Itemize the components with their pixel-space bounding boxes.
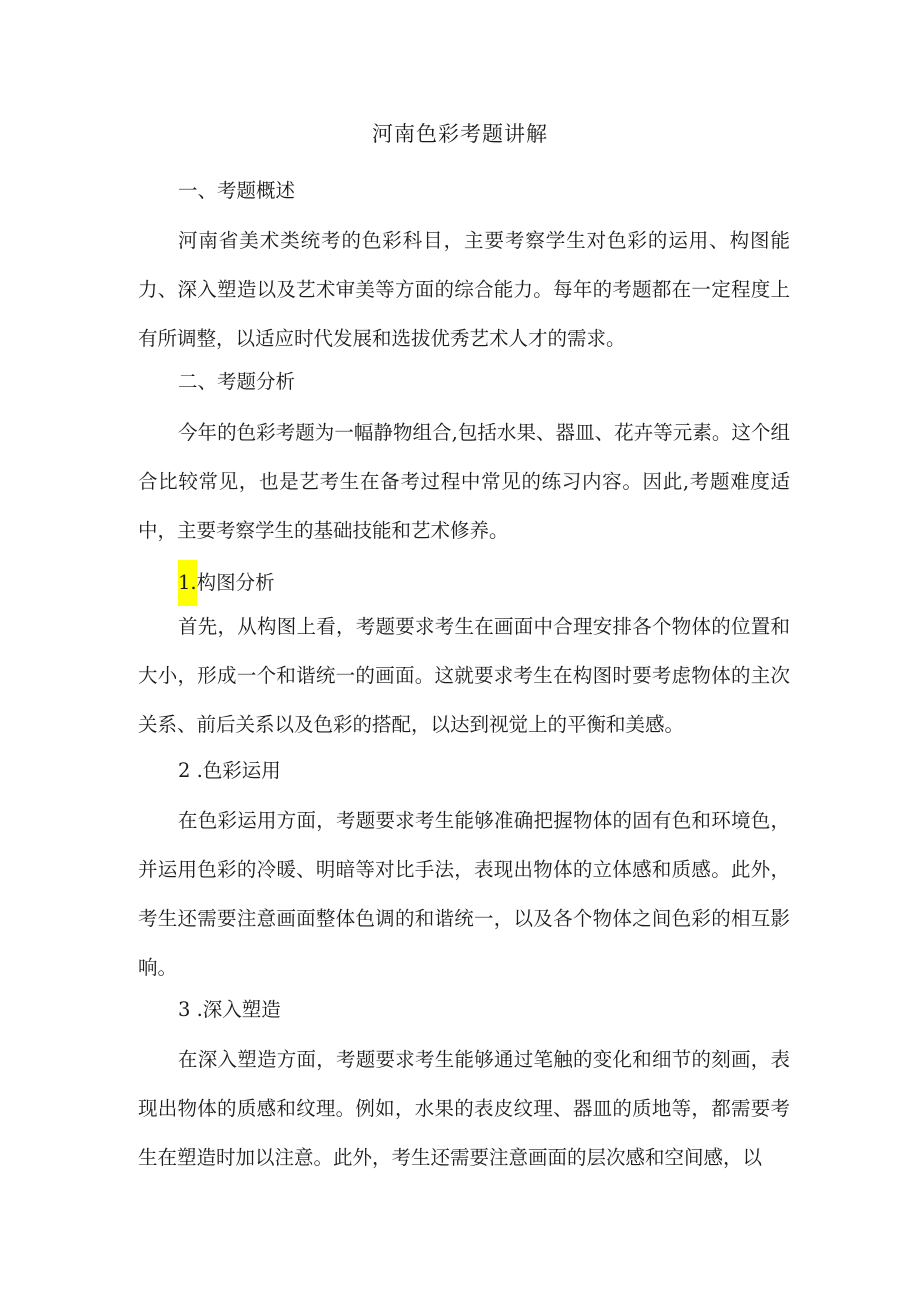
subsection-heading-modeling: 3 .深入塑造 (178, 998, 281, 1021)
paragraph-text: 在色彩运用方面，考题要求考生能够准确把握物体的固有色和环境色，并运用色彩的冷暖、明暗等对比手法，表现出物体的立体感和质感。此外，考生还需要注意画面整体色调的和谐统一，以及各个物体之间色彩的相互影响。 (138, 809, 790, 979)
subsection-heading-composition (178, 560, 275, 606)
paragraph-modeling (138, 1035, 790, 1182)
paragraph-text: 河南省美术类统考的色彩科目，主要考察学生对色彩的运用、构图能力、深入塑造以及艺术审美等方面的综合能力。每年的考题都在一定程度上有所调整，以适应时代发展和选拔优秀艺术人才的需求。 (138, 229, 790, 350)
paragraph-text: 在深入塑造方面，考题要求考生能够通过笔触的变化和细节的刻画，表现出物体的质感和纹理。例如，水果的表皮纹理、器皿的质地等，都需要考生在塑造时加以注意。此外，考生还需要注意画面的层次感和空间感，以 (138, 1048, 790, 1169)
paragraph-analysis (138, 408, 790, 555)
highlighted-number: 1. (178, 560, 197, 606)
section-heading-overview: 一、考题概述 (178, 179, 296, 202)
paragraph-text: 首先，从构图上看，考题要求考生在画面中合理安排各个物体的位置和大小，形成一个和谐统一的画面。这就要求考生在构图时要考虑物体的主次关系、前后关系以及色彩的搭配，以达到视觉上的平衡和美感。 (138, 615, 790, 736)
subsection-title: 构图分析 (196, 571, 275, 594)
document-title: 河南色彩考题讲解 (372, 122, 548, 146)
paragraph-text: 今年的色彩考题为一幅静物组合,包括水果、器皿、花卉等元素。这个组合比较常见，也是艺考生在备考过程中常见的练习内容。因此,考题难度适中，主要考察学生的基础技能和艺术修养。 (138, 421, 790, 542)
paragraph-overview (138, 216, 790, 363)
subsection-heading-color: 2 .色彩运用 (178, 759, 281, 782)
paragraph-color (138, 796, 790, 992)
section-heading-analysis: 二、考题分析 (178, 370, 296, 393)
paragraph-composition (138, 602, 790, 749)
